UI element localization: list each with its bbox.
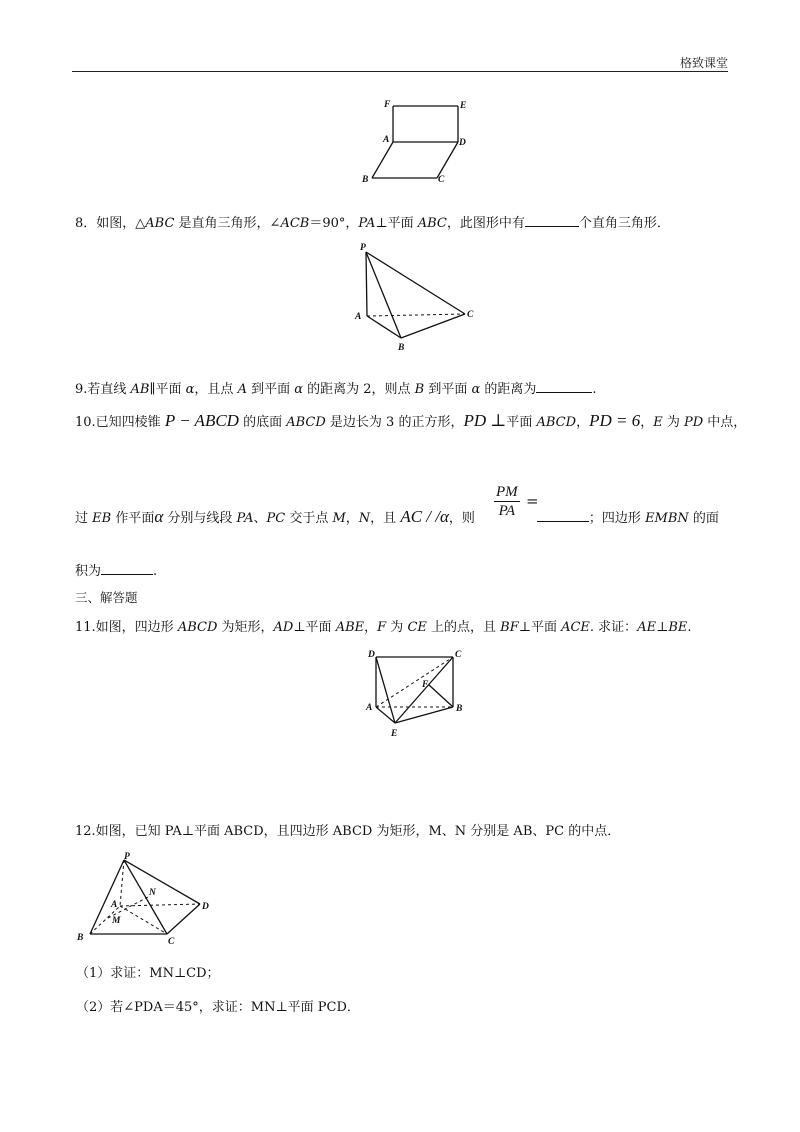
q10-pc: PC: [266, 511, 286, 526]
q10-text: ，: [576, 415, 590, 430]
label-f: F: [384, 100, 391, 110]
figure-q8: [350, 240, 485, 355]
label-m: M: [112, 916, 121, 926]
q9-text: 9.若直线: [75, 382, 131, 397]
figure-q12: [72, 850, 217, 950]
q11-abe: ABE: [335, 620, 365, 635]
q8-text: 个直角三角形．: [578, 216, 670, 231]
label-a: A: [355, 312, 362, 322]
q8-text: 是直角三角形，∠: [174, 216, 281, 231]
q11-abcd: ABCD: [177, 620, 218, 635]
q9-text: 到平面: [424, 382, 472, 397]
q10-text: 平面: [506, 415, 537, 430]
q10-answer-blank-2[interactable]: [101, 562, 153, 575]
q8-number: 8．如图，: [75, 216, 136, 231]
q8-abc: ABC: [145, 216, 175, 231]
q11-text: 求证：: [594, 620, 638, 635]
header-rule: [72, 71, 728, 72]
q8-pa: PA: [358, 216, 376, 231]
q11-text: 为矩形，: [217, 620, 274, 635]
label-b: B: [398, 343, 405, 353]
question-10-line-1: [75, 412, 746, 432]
q11-text: ⊥平面: [518, 620, 562, 635]
q8-acb: ACB: [280, 216, 310, 231]
q10-answer-blank-1[interactable]: [537, 509, 589, 522]
q11-text: ⊥: [656, 620, 669, 635]
q10-text: 的面: [688, 511, 719, 526]
question-10-line-3: [75, 562, 157, 581]
label-a: A: [111, 900, 118, 910]
q10-pyramid: P − ABCD: [164, 411, 239, 430]
q10-text: .: [153, 564, 158, 579]
q10-pd-eq: PD = 6: [589, 411, 641, 430]
label-p: P: [360, 243, 366, 253]
q11-text: ⊥平面: [293, 620, 336, 635]
q8-text: △: [135, 216, 146, 231]
label-d: D: [459, 138, 466, 148]
label-a: A: [366, 703, 373, 713]
q10-text: 10.已知四棱锥: [75, 415, 165, 430]
q10-text: 分别与线段: [163, 511, 237, 526]
question-8: [75, 214, 670, 233]
question-12: 12.如图，已知 PA⊥平面 ABCD，且四边形 ABCD 为矩形，M、N 分别是 AB、PC 的中点．: [75, 824, 621, 839]
question-12-part-2: （2）若∠PDA＝45°，求证：MN⊥平面 PCD．: [76, 1000, 360, 1015]
q10-text: 为: [662, 415, 684, 430]
label-b: B: [77, 933, 84, 943]
q10-text: ；四边形: [588, 511, 646, 526]
q9-alpha: α: [185, 382, 195, 397]
q10-text: 中点，: [703, 415, 747, 430]
question-10-line-2: [75, 508, 719, 528]
q9-text: ，且点: [194, 382, 238, 397]
q11-be: BE.: [668, 620, 692, 635]
q11-ae: AE: [637, 620, 657, 635]
q11-ce: CE: [407, 620, 427, 635]
label-p: P: [124, 852, 130, 862]
label-c: C: [438, 175, 445, 185]
q9-a: A: [237, 382, 247, 397]
question-11: [75, 619, 692, 637]
q10-equals: =: [526, 492, 539, 510]
q9-text: 的距离为: [480, 382, 537, 397]
q8-text: ，此图形中有: [446, 216, 525, 231]
q10-m: M: [332, 511, 346, 526]
q11-text: 上的点，且: [426, 620, 501, 635]
q9-text: ∥平面: [149, 382, 186, 397]
q10-text: ，: [640, 415, 654, 430]
q10-embn: EMBN: [645, 511, 689, 526]
q11-ad: AD: [273, 620, 294, 635]
q9-alpha: α: [294, 382, 303, 397]
fraction-numerator: PM: [496, 484, 518, 500]
q10-eb: EB: [92, 511, 112, 526]
q9-alpha: α: [471, 382, 481, 397]
figure-q11: [360, 645, 470, 740]
label-n: N: [149, 888, 156, 898]
q8-answer-blank[interactable]: [525, 214, 579, 227]
question-12-part-1: （1）求证：MN⊥CD；: [76, 966, 220, 981]
q9-answer-blank[interactable]: [536, 380, 592, 393]
header-brand: 格致课堂: [679, 56, 728, 70]
fraction-denominator: PA: [498, 503, 516, 519]
q10-text: 积为: [75, 564, 102, 579]
q11-text: 为: [386, 620, 408, 635]
label-a: A: [383, 135, 390, 145]
q11-ace: ACE.: [561, 620, 595, 635]
q11-f: F: [377, 620, 387, 635]
q10-pa: PA: [236, 511, 254, 526]
q10-text: ，且: [370, 511, 401, 526]
q10-text: 、: [253, 511, 267, 526]
figure-q7: [355, 96, 475, 186]
q10-abcd: ABCD: [536, 415, 577, 430]
q10-e: E: [653, 415, 663, 430]
label-d: D: [368, 650, 375, 660]
q8-text: ＝90°，: [309, 216, 359, 231]
q10-pd: PD: [684, 415, 704, 430]
q10-text: 交于点: [285, 511, 333, 526]
label-e: E: [460, 101, 467, 111]
label-e: E: [391, 729, 398, 739]
label-c: C: [467, 310, 474, 320]
question-9: [75, 380, 597, 399]
q9-b: B: [414, 382, 425, 397]
q10-text: ，: [345, 511, 359, 526]
section-heading: 三、解答题: [75, 590, 138, 605]
q10-n: N: [358, 511, 371, 526]
q10-ac-parallel: AC / /α: [400, 507, 449, 526]
q10-pd-perp: PD ⊥: [463, 411, 507, 430]
q10-alpha: α: [154, 507, 164, 526]
q9-text: 的距离为 2，则点: [303, 382, 415, 397]
q10-abcd: ABCD: [286, 415, 326, 430]
label-b: B: [456, 704, 463, 714]
q9-text: .: [592, 382, 597, 397]
q10-text: 过: [75, 511, 93, 526]
q9-ab: AB: [130, 382, 150, 397]
label-c: C: [168, 937, 175, 947]
label-b: B: [362, 175, 369, 185]
q9-text: 到平面: [246, 382, 295, 397]
q11-bf: BF: [500, 620, 519, 635]
q8-text: ⊥平面: [375, 216, 418, 231]
q10-text: 的底面: [238, 415, 287, 430]
label-c: C: [455, 650, 462, 660]
label-d: D: [202, 902, 209, 912]
label-f: F: [422, 680, 429, 690]
q10-text: ，则: [448, 511, 475, 526]
q10-fraction: [494, 483, 520, 520]
q11-text: ，: [364, 620, 378, 635]
q8-abc: ABC: [417, 216, 447, 231]
q11-text: 11.如图，四边形: [75, 620, 178, 635]
q10-text: 是边长为 3 的正方形，: [325, 415, 464, 430]
q10-text: 作平面: [111, 511, 155, 526]
